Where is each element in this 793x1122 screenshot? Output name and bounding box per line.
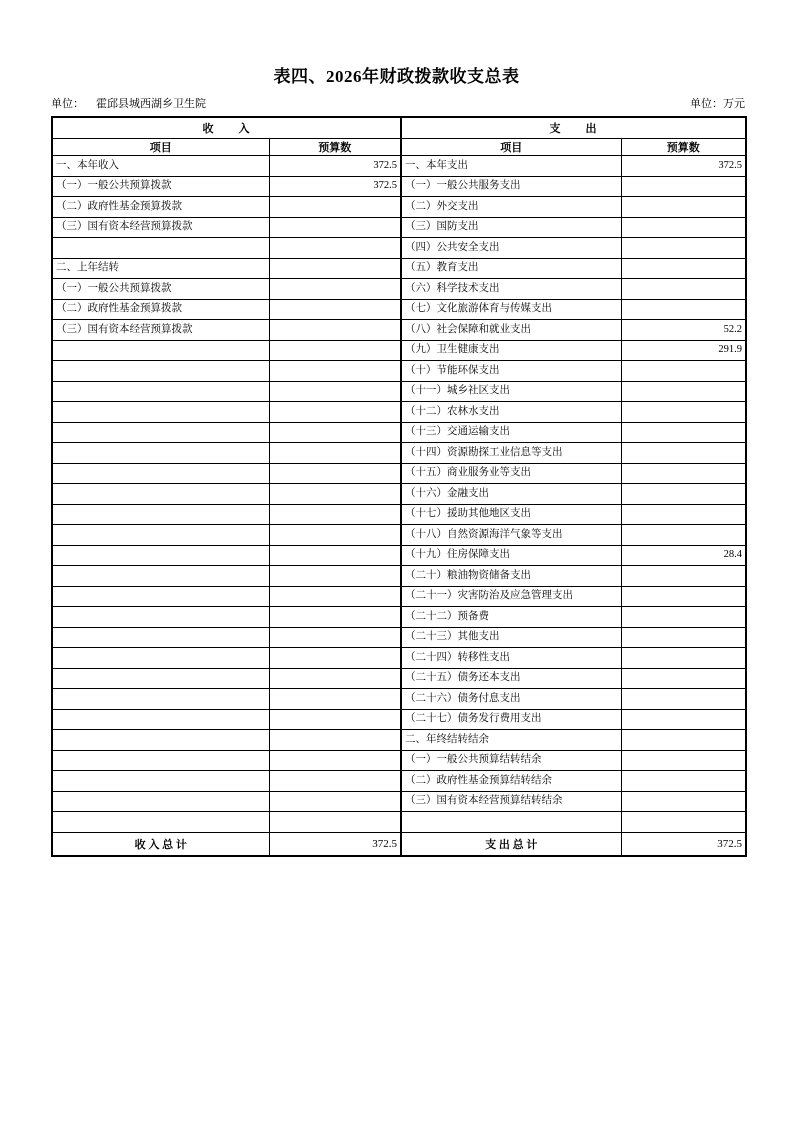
income-budget-cell [269,197,401,218]
income-budget-cell [269,791,401,812]
table-row [52,709,746,730]
income-item-cell [52,607,269,628]
expense-item-cell: （八）社会保障和就业支出 [401,320,621,341]
table-foot [52,832,746,856]
expense-item-cell: （一）一般公共预算结转结余 [401,750,621,771]
income-budget-cell [269,668,401,689]
expense-budget-cell [621,648,746,669]
table-row [52,627,746,648]
income-budget-cell [269,463,401,484]
income-budget-cell [269,545,401,566]
expense-item-cell: （四）公共安全支出 [401,238,621,259]
expense-budget-cell: 52.2 [621,320,746,341]
table-row [52,238,746,259]
income-total-value: 372.5 [269,832,401,856]
expense-item-cell: （六）科学技术支出 [401,279,621,300]
table-row [52,279,746,300]
income-budget-cell [269,586,401,607]
expense-item-cell: （二十）粮油物资储备支出 [401,566,621,587]
income-item-cell [52,730,269,751]
expense-budget-cell [621,771,746,792]
expense-item-column-header: 项目 [401,139,621,156]
income-item-cell [52,771,269,792]
income-item-cell: （三）国有资本经营预算拨款 [52,217,269,238]
expense-budget-column-header: 预算数 [621,139,746,156]
income-item-column-header: 项目 [52,139,269,156]
income-budget-cell [269,607,401,628]
income-total-label: 收 入 总 计 [52,832,269,856]
table-row [52,730,746,751]
income-budget-cell: 372.5 [269,156,401,177]
table-row [52,525,746,546]
expense-budget-cell [621,709,746,730]
table-row [52,320,746,341]
unit-name: 霍邱县城西湖乡卫生院 [96,98,206,110]
table-row [52,402,746,423]
expense-budget-cell [621,463,746,484]
income-budget-cell [269,504,401,525]
table-row [52,586,746,607]
expense-item-cell: 二、年终结转结余 [401,730,621,751]
income-item-cell [52,381,269,402]
expense-budget-cell [621,299,746,320]
table-row [52,607,746,628]
income-item-cell: 二、上年结转 [52,258,269,279]
table-row [52,361,746,382]
expense-item-cell: （十五）商业服务业等支出 [401,463,621,484]
expense-item-cell: （二十四）转移性支出 [401,648,621,669]
expense-budget-cell [621,812,746,833]
table-row [52,340,746,361]
income-budget-cell [269,627,401,648]
income-item-cell [52,668,269,689]
expense-item-cell: （九）卫生健康支出 [401,340,621,361]
income-item-cell: （一）一般公共预算拨款 [52,176,269,197]
expense-budget-cell [621,176,746,197]
expense-budget-cell [621,525,746,546]
table-row [52,771,746,792]
expense-item-cell [401,812,621,833]
table-row [52,381,746,402]
expense-item-cell: （三）国防支出 [401,217,621,238]
income-budget-cell [269,320,401,341]
expense-budget-cell [621,504,746,525]
expense-budget-cell [621,422,746,443]
income-budget-cell [269,566,401,587]
income-item-cell: 一、本年收入 [52,156,269,177]
expense-budget-cell: 28.4 [621,545,746,566]
income-item-cell [52,504,269,525]
expense-budget-cell [621,279,746,300]
expense-item-cell: （二十六）债务付息支出 [401,689,621,710]
income-budget-cell [269,648,401,669]
table-row [52,504,746,525]
expense-item-cell: （十六）金融支出 [401,484,621,505]
income-budget-cell: 372.5 [269,176,401,197]
expense-budget-cell [621,258,746,279]
expense-budget-cell [621,443,746,464]
expense-item-cell: （十八）自然资源海洋气象等支出 [401,525,621,546]
expense-budget-cell [621,791,746,812]
income-budget-cell [269,238,401,259]
income-budget-cell [269,812,401,833]
column-header-row [52,139,746,156]
expense-item-cell: （二）外交支出 [401,197,621,218]
income-budget-cell [269,258,401,279]
expense-section-header: 支 出 [401,117,746,139]
expense-total-label: 支 出 总 计 [401,832,621,856]
expense-item-cell: （二十一）灾害防治及应急管理支出 [401,586,621,607]
income-budget-column-header: 预算数 [269,139,401,156]
expense-item-cell: （十七）援助其他地区支出 [401,504,621,525]
income-item-cell [52,689,269,710]
income-budget-cell [269,217,401,238]
income-budget-cell [269,402,401,423]
expense-budget-cell [621,566,746,587]
expense-item-cell: （十九）住房保障支出 [401,545,621,566]
table-row [52,566,746,587]
expense-item-cell: （十一）城乡社区支出 [401,381,621,402]
expense-item-cell: （十三）交通运输支出 [401,422,621,443]
table-row [52,217,746,238]
table-body [52,156,746,833]
income-item-cell: （三）国有资本经营预算拨款 [52,320,269,341]
income-item-cell: （二）政府性基金预算拨款 [52,299,269,320]
income-item-cell [52,484,269,505]
table-row [52,176,746,197]
income-item-cell [52,402,269,423]
income-item-cell [52,361,269,382]
income-budget-cell [269,361,401,382]
income-item-cell [52,791,269,812]
reporting-unit [51,97,206,111]
income-item-cell [52,812,269,833]
income-item-cell [52,586,269,607]
income-budget-cell [269,730,401,751]
table-row [52,812,746,833]
table-row [52,648,746,669]
expense-budget-cell [621,730,746,751]
income-item-cell [52,566,269,587]
expense-budget-cell [621,689,746,710]
table-row [52,791,746,812]
expense-budget-cell [621,607,746,628]
expense-budget-cell [621,217,746,238]
expense-budget-cell [621,361,746,382]
income-budget-cell [269,525,401,546]
income-item-cell [52,443,269,464]
table-row [52,689,746,710]
income-item-cell [52,422,269,443]
expense-item-cell: （一）一般公共服务支出 [401,176,621,197]
expense-budget-cell: 291.9 [621,340,746,361]
expense-item-cell: （三）国有资本经营预算结转结余 [401,791,621,812]
table-row [52,484,746,505]
expense-item-cell: （十）节能环保支出 [401,361,621,382]
income-item-cell [52,627,269,648]
total-row [52,832,746,856]
income-budget-cell [269,709,401,730]
expense-budget-cell [621,668,746,689]
budget-table [51,116,747,857]
section-header-row [52,117,746,139]
page-title: 表四、2026年财政拨款收支总表 [273,67,520,86]
table-row [52,258,746,279]
table-row [52,156,746,177]
income-item-cell [52,238,269,259]
income-item-cell [52,525,269,546]
unit-label: 单位： [51,98,84,110]
expense-budget-cell [621,381,746,402]
income-budget-cell [269,443,401,464]
table-row [52,197,746,218]
income-budget-cell [269,340,401,361]
expense-budget-cell [621,750,746,771]
income-budget-cell [269,689,401,710]
expense-budget-cell [621,402,746,423]
income-budget-cell [269,381,401,402]
income-item-cell: （二）政府性基金预算拨款 [52,197,269,218]
expense-item-cell: （十四）资源勘探工业信息等支出 [401,443,621,464]
expense-item-cell: 一、本年支出 [401,156,621,177]
table-row [52,668,746,689]
income-item-cell [52,709,269,730]
income-item-cell [52,750,269,771]
table-row [52,443,746,464]
expense-budget-cell [621,586,746,607]
expense-item-cell: （二十七）债务发行费用支出 [401,709,621,730]
expense-budget-cell [621,197,746,218]
expense-item-cell: （二十三）其他支出 [401,627,621,648]
expense-item-cell: （十二）农林水支出 [401,402,621,423]
income-item-cell [52,463,269,484]
income-budget-cell [269,299,401,320]
income-budget-cell [269,484,401,505]
expense-item-cell: （二十二）预备费 [401,607,621,628]
expense-budget-cell [621,484,746,505]
income-budget-cell [269,750,401,771]
table-row [52,463,746,484]
expense-budget-cell: 372.5 [621,156,746,177]
expense-item-cell: （五）教育支出 [401,258,621,279]
table-head [52,117,746,156]
unit-row [51,97,745,111]
expense-item-cell: （七）文化旅游体育与传媒支出 [401,299,621,320]
expense-item-cell: （二）政府性基金预算结转结余 [401,771,621,792]
currency-unit-label: 单位：万元 [690,98,745,110]
table-row [52,545,746,566]
income-budget-cell [269,422,401,443]
income-budget-cell [269,771,401,792]
table-row [52,422,746,443]
income-item-cell [52,340,269,361]
income-section-header: 收 入 [52,117,401,139]
expense-budget-cell [621,238,746,259]
income-item-cell: （一）一般公共预算拨款 [52,279,269,300]
income-item-cell [52,545,269,566]
table-row [52,750,746,771]
table-row [52,299,746,320]
expense-item-cell: （二十五）债务还本支出 [401,668,621,689]
income-item-cell [52,648,269,669]
expense-total-value: 372.5 [621,832,746,856]
income-budget-cell [269,279,401,300]
expense-budget-cell [621,627,746,648]
